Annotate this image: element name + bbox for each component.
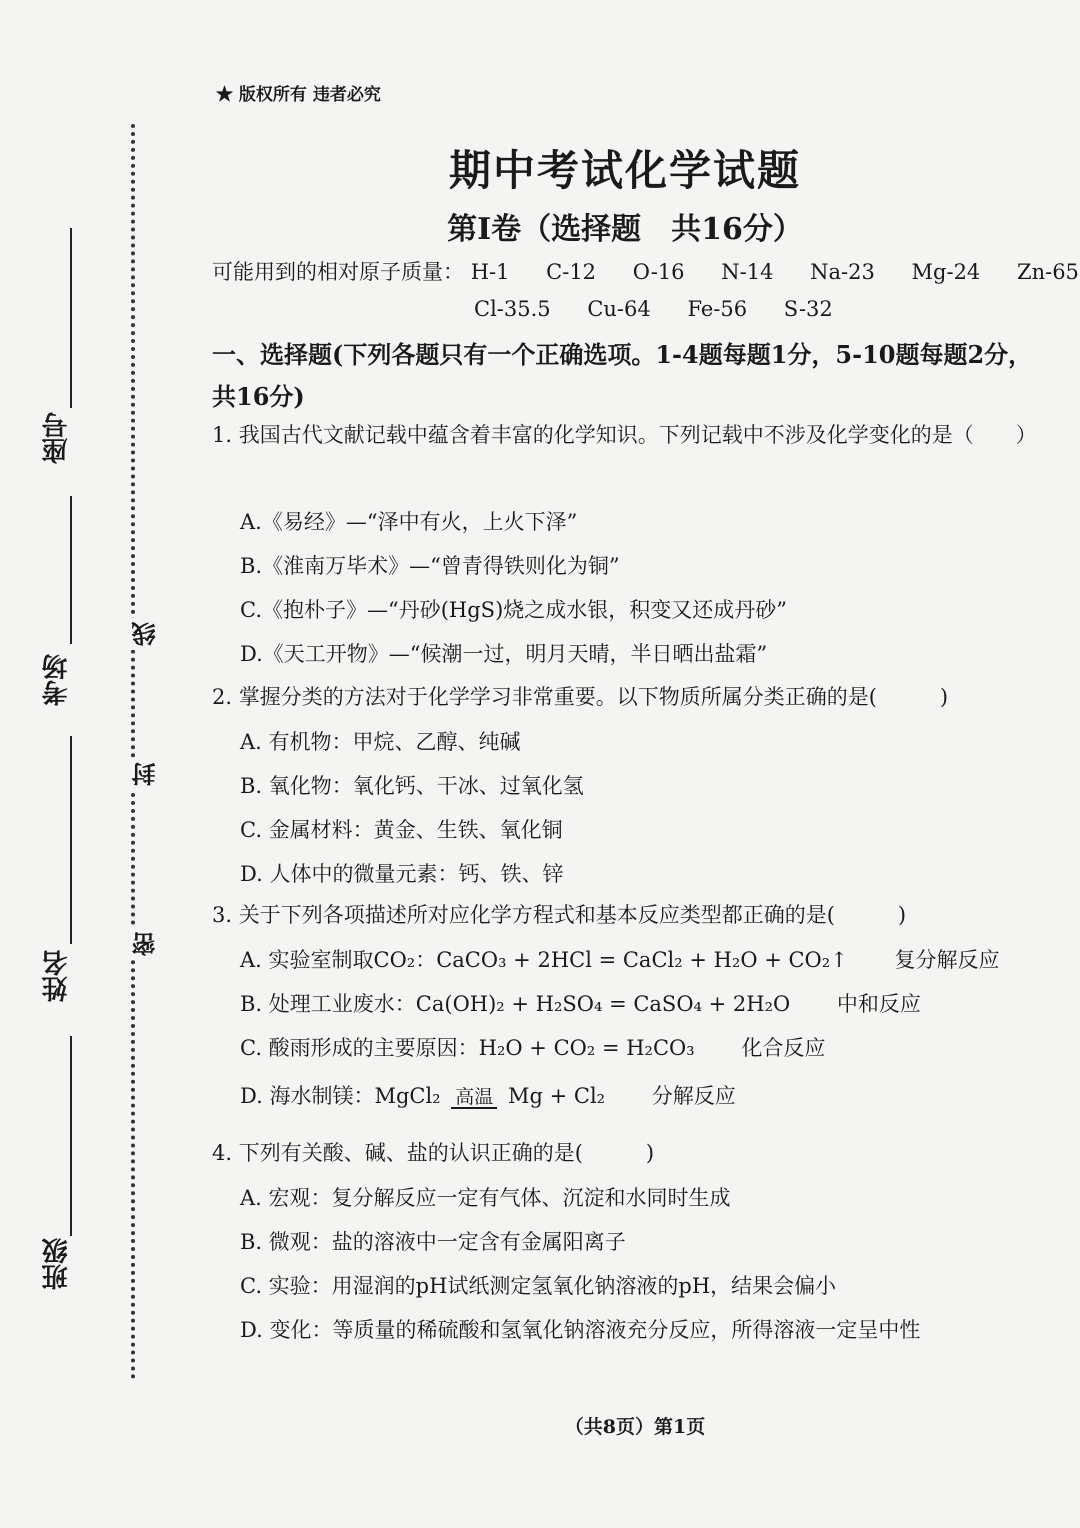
mass-item: N-14 [721,260,774,284]
reaction-type: 分解反应 [651,1084,736,1108]
atomic-masses-row-1 [212,256,1079,286]
room-label: 考场 [42,654,72,706]
question-1-option-b: B.《淮南万毕术》—“曾青得铁则化为铜” [240,554,620,578]
class-blank-line [70,1036,72,1236]
page-footer: （共8页）第1页 [564,1416,706,1438]
option-equation: B. 处理工业废水：Ca(OH)₂ + H₂SO₄ = CaSO₄ + 2H₂O [240,992,791,1016]
question-1-option-c: C.《抱朴子》—“丹砂(HgS)烧之成水银，积变又还成丹砂” [240,598,787,622]
option-equation-left: D. 海水制镁：MgCl₂ [240,1084,441,1108]
question-1-option-d: D.《天工开物》—“候潮一过，明月天晴，半日晒出盐霜” [240,642,768,666]
mass-item: C-12 [546,260,597,284]
mass-item: O-16 [632,260,685,284]
seat-label: 座号 [42,412,72,464]
question-4-option-c: C. 实验：用湿润的pH试纸测定氢氧化钠溶液的pH，结果会偏小 [240,1274,837,1298]
reaction-condition-arrow [451,1087,497,1109]
question-3-option-b [240,988,1040,1018]
mass-item: H-1 [470,260,510,284]
question-2-option-a: A. 有机物：甲烷、乙醇、纯碱 [240,730,521,754]
question-3-option-c [240,1032,1040,1062]
reaction-type: 化合反应 [741,1036,826,1060]
mass-item: Mg-24 [911,260,981,284]
class-label: 班级 [42,1238,72,1290]
seal-word-line: 线 [128,618,163,650]
reaction-type: 复分解反应 [894,948,1000,972]
mass-item: Cl-35.5 [474,297,551,321]
question-3-option-a [240,944,1040,974]
seat-blank-line [70,228,72,408]
question-3-stem: 3. 关于下列各项描述所对应化学方程式和基本反应类型都正确的是( ) [212,903,907,927]
copyright-notice: ★ 版权所有 违者必究 [216,85,381,105]
question-3-option-d [240,1080,1040,1110]
name-blank-line [70,736,72,944]
mass-item: Na-23 [810,260,875,284]
option-equation: A. 实验室制取CO₂：CaCO₃ + 2HCl = CaCl₂ + H₂O + CO₂↑ [240,948,848,972]
atomic-masses-label: 可能用到的相对原子质量： [212,260,464,284]
reaction-condition: 高温 [451,1087,497,1109]
atomic-masses-row-2 [474,297,1040,321]
question-2-option-d: D. 人体中的微量元素：钙、铁、锌 [240,862,564,886]
dotted-seal-line [131,124,135,1380]
mass-item: S-32 [783,297,833,321]
option-equation: C. 酸雨形成的主要原因：H₂O + CO₂ = H₂CO₃ [240,1036,695,1060]
mass-item: Cu-64 [587,297,651,321]
question-1-option-a: A.《易经》—“泽中有火，上火下泽” [240,510,578,534]
question-2-option-b: B. 氧化物：氧化钙、干冰、过氧化氢 [240,774,584,798]
room-blank-line [70,496,72,644]
exam-title: 期中考试化学试题 [448,146,801,195]
mass-item: Zn-65 [1016,260,1079,284]
reaction-type: 中和反应 [836,992,921,1016]
question-4-option-b: B. 微观：盐的溶液中一定含有金属阳离子 [240,1230,626,1254]
question-4-option-d: D. 变化：等质量的稀硫酸和氢氧化钠溶液充分反应，所得溶液一定呈中性 [240,1318,921,1342]
seal-word-seal: 封 [128,758,163,790]
question-4-option-a: A. 宏观：复分解反应一定有气体、沉淀和水同时生成 [240,1186,731,1210]
exam-subtitle: 第Ⅰ卷（选择题 共16分） [447,212,803,247]
question-1-stem: 1. 我国古代文献记载中蕴含着丰富的化学知识。下列记载中不涉及化学变化的是（ ） [212,423,1037,447]
name-label: 姓名 [42,950,72,1002]
seal-word-secret: 密 [128,928,163,960]
question-4-stem: 4. 下列有关酸、碱、盐的认识正确的是( ) [212,1141,655,1165]
option-equation-right: Mg + Cl₂ [507,1084,606,1108]
section-heading: 一、选择题(下列各题只有一个正确选项。1-4题每题1分，5-10题每题2分，共16分) [212,340,1033,411]
question-2-option-c: C. 金属材料：黄金、生铁、氧化铜 [240,818,563,842]
question-2-stem: 2. 掌握分类的方法对于化学学习非常重要。以下物质所属分类正确的是( ) [212,685,949,709]
mass-item: Fe-56 [687,297,748,321]
